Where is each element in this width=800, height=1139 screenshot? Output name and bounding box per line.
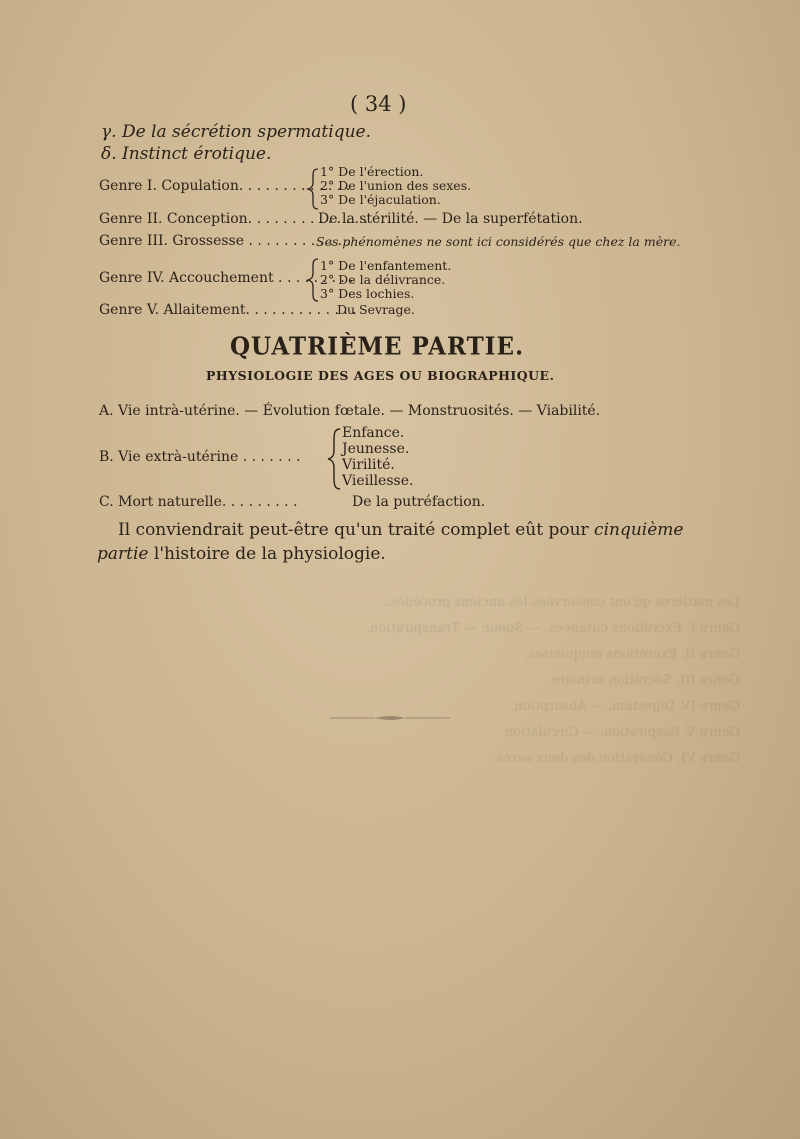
paragraph-line-1-italic: cinquième <box>594 520 684 540</box>
genre-1-sub-1: 1° De l'érection. <box>320 164 424 179</box>
genre-5-text: Du Sevrage. <box>337 302 415 317</box>
genre-3-text: Ses phénomènes ne sont ici considérés que chez la mère. <box>316 234 681 249</box>
age-b-sub-1: Enfance. <box>342 425 405 441</box>
age-b-brace <box>326 428 342 490</box>
genre-4-label: Genre IV. Accouchement . . . . . . . . . <box>99 270 354 286</box>
genre-1-label: Genre I. Copulation. . . . . . . . . . . . . <box>99 178 351 194</box>
age-b-label: B. Vie extrà-utérine . . . . . . . <box>99 449 301 465</box>
age-c-label: C. Mort naturelle. . . . . . . . . <box>99 494 298 510</box>
genre-4-sub-3: 3° Des lochies. <box>320 286 415 301</box>
item-gamma: γ. De la sécrétion spermatique. <box>101 122 371 142</box>
part-title: QUATRIÈME PARTIE. <box>230 332 525 361</box>
genre-4-sub-2: 2° De la délivrance. <box>320 272 446 287</box>
genre-2-label: Genre II. Conception. . . . . . . . . . . . . . <box>99 211 368 227</box>
paragraph-line-2-text: l'histoire de la physiologie. <box>148 544 386 564</box>
age-b-sub-2: Jeunesse. <box>342 441 410 457</box>
age-c-text: De la putréfaction. <box>352 494 486 510</box>
genre-4-brace <box>306 258 320 302</box>
age-b-sub-4: Vieillesse. <box>342 473 414 489</box>
part-subtitle: PHYSIOLOGIE DES AGES OU BIOGRAPHIQUE. <box>206 368 555 383</box>
genre-1-sub-2: 2° De l'union des sexes. <box>320 178 472 193</box>
page-number: ( 34 ) <box>350 92 407 116</box>
genre-1-sub-3: 3° De l'éjaculation. <box>320 192 441 207</box>
age-b-sub-3: Virilité. <box>342 457 395 473</box>
paragraph-line-1-text: Il conviendrait peut-être qu'un traité complet eût pour <box>118 520 595 540</box>
ornament-rule <box>330 714 450 722</box>
paragraph-line-1 <box>118 520 683 540</box>
genre-1-brace <box>306 168 320 210</box>
genre-4-sub-1: 1° De l'enfantement. <box>320 258 452 273</box>
genre-2-text: De la stérilité. — De la superfétation. <box>318 211 583 227</box>
age-a: A. Vie intrà-utérine. — Évolution fœtale. — Monstruosités. — Viabilité. <box>99 403 601 419</box>
genre-5-label: Genre V. Allaitement. . . . . . . . . . . . . <box>99 302 357 318</box>
genre-3-label: Genre III. Grossesse . . . . . . . . . . . . <box>99 233 351 249</box>
item-delta: δ. Instinct érotique. <box>101 144 272 164</box>
paragraph-line-2 <box>97 544 386 564</box>
bleed-through-text: Les matières qu'ont conservées les anciens procédés... Genre I. Excrétions cutanées. — Sueur. — Transpiration. Genre II. Excrétions muqueuses. Genre III. Sécrétion urinaire. Genre IV. Digestion. — Absorption. Genre V. Respiration. — Circulation. Genre VI. Génération des deux sexes. <box>365 595 740 766</box>
paragraph-line-2-italic: partie <box>97 544 149 564</box>
